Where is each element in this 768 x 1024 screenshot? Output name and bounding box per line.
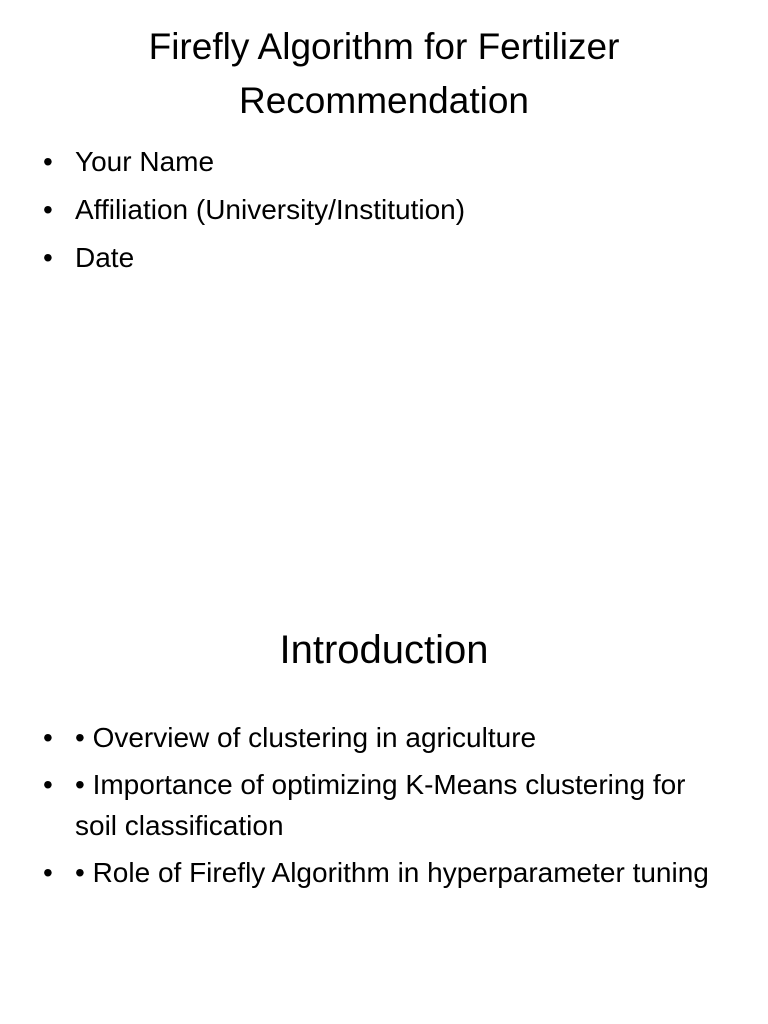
bullet-dot: •	[43, 722, 53, 753]
bullet-item	[40, 189, 730, 231]
bullet-dot: •	[43, 242, 53, 273]
bullet-item	[40, 717, 730, 758]
bullet-text: • Role of Firefly Algorithm in hyperparameter tuning	[75, 857, 709, 888]
bullet-text: Affiliation (University/Institution)	[75, 194, 466, 225]
bullet-item	[40, 852, 730, 893]
bullet-text: • Overview of clustering in agriculture	[75, 722, 537, 753]
bullet-dot: •	[43, 857, 53, 888]
bullet-dot: •	[43, 146, 53, 177]
bullet-text: Date	[75, 242, 135, 273]
slide-title-heading: Firefly Algorithm for Fertilizer Recommendation	[148, 26, 620, 121]
bullet-text: Your Name	[75, 146, 215, 177]
bullet-item	[40, 237, 730, 279]
bullet-dot: •	[43, 194, 53, 225]
bullet-list	[40, 141, 730, 285]
bullet-dot: •	[43, 769, 53, 800]
bullet-list	[40, 717, 730, 899]
bullet-text: • Importance of optimizing K-Means clustering for soil classification	[75, 769, 686, 841]
bullet-item	[40, 764, 730, 846]
bullet-item	[40, 141, 730, 183]
slide-introduction	[0, 512, 768, 1024]
slide-title-heading: Introduction	[279, 628, 489, 672]
